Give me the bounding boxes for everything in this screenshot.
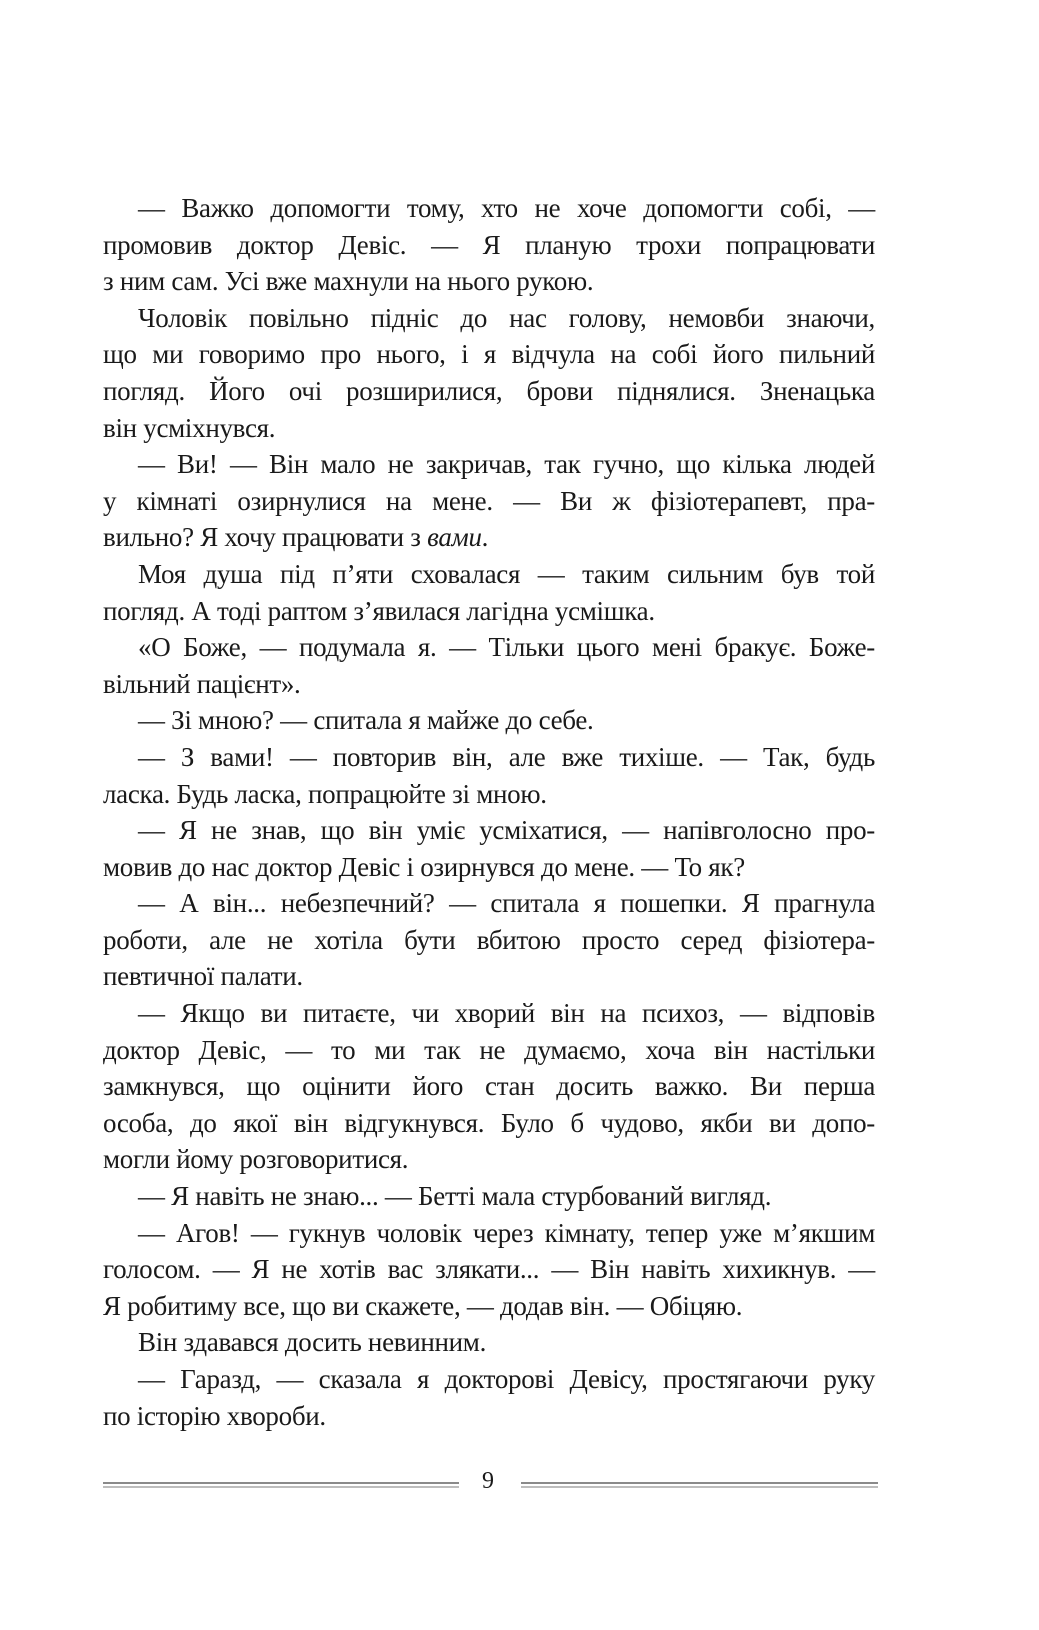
line-text: він усміхнувся.	[103, 412, 276, 443]
line-text: мовив до нас доктор Девіс і озирнувся до мене. — То як?	[103, 851, 745, 882]
page-footer	[103, 1468, 878, 1498]
text-line	[103, 410, 875, 447]
text-line	[103, 739, 875, 776]
text-line	[103, 1398, 875, 1435]
text-line	[103, 519, 875, 556]
text-line	[103, 1215, 875, 1252]
line-text: Чоловік повільно підніс до нас голову, немовби знаючи,	[138, 302, 875, 333]
line-text: — Гаразд, — сказала я докторові Девісу, простягаючи руку	[138, 1364, 875, 1394]
text-line	[103, 373, 875, 410]
text-line	[103, 629, 875, 666]
italic-emphasis: вами	[427, 522, 482, 553]
line-text: — Важко допомогти тому, хто не хоче допомогти собі, —	[138, 193, 875, 223]
text-line	[103, 922, 875, 959]
line-text: замкнувся, що оцінити його стан досить важко. Ви перша	[103, 1071, 875, 1102]
line-text: особа, до якої він відгукнувся. Було б чудово, якби ви допо-	[103, 1107, 875, 1138]
line-text: — Агов! — гукнув чоловік через кімнату, тепер уже м’якшим	[138, 1217, 875, 1248]
line-text: — А він... небезпечний? — спитала я пошепки. Я прагнула	[138, 888, 875, 919]
line-text: з ним сам. Усі вже махнули на нього рукою.	[103, 266, 594, 297]
line-text: ласка. Будь ласка, попрацюйте зі мною.	[103, 778, 547, 809]
line-text: «О Боже, — подумала я. — Тільки цього мені бракує. Боже-	[138, 632, 875, 663]
text-line	[103, 227, 875, 264]
text-line	[103, 1178, 875, 1215]
text-line	[103, 702, 875, 739]
text-line	[103, 885, 875, 922]
line-text: по історію хвороби.	[103, 1400, 326, 1431]
text-line	[103, 1105, 875, 1142]
line-text: погляд. А тоді раптом з’явилася лагідна усмішка.	[103, 595, 655, 626]
text-line	[103, 776, 875, 813]
line-text: промовив доктор Девіс. — Я планую трохи попрацювати	[103, 229, 875, 260]
text-line	[103, 1361, 875, 1398]
line-text: — Я навіть не знаю... — Бетті мала стурбований вигляд.	[138, 1181, 772, 1212]
line-text: у кімнаті озирнулися на мене. — Ви ж фізіотерапевт, пра-	[103, 485, 875, 516]
line-text: Він здавався досить невинним.	[138, 1327, 487, 1358]
text-line	[103, 1324, 875, 1361]
text-line	[103, 812, 875, 849]
text-line	[103, 1251, 875, 1288]
text-line	[103, 1288, 875, 1325]
line-text: Я робитиму все, що ви скажете, — додав він. — Обіцяю.	[103, 1290, 743, 1321]
line-text: роботи, але не хотіла бути вбитою просто серед фізіотера-	[103, 924, 875, 955]
text-line	[103, 593, 875, 630]
text-line	[103, 336, 875, 373]
line-text: певтичної палати.	[103, 961, 303, 992]
line-text: погляд. Його очі розширилися, брови піднялися. Зненацька	[103, 375, 875, 406]
line-text: Моя душа під п’яти сховалася — таким сильним був той	[138, 558, 875, 589]
line-text: вильно? Я хочу працювати з	[103, 522, 428, 553]
text-line	[103, 300, 875, 337]
text-line	[103, 1141, 875, 1178]
page-number: 9	[482, 1468, 494, 1494]
text-line	[103, 263, 875, 300]
line-text: голосом. — Я не хотів вас злякати... — Він навіть хихикнув. —	[103, 1254, 875, 1285]
line-text: — Ви! — Він мало не закричав, так гучно, що кілька людей	[138, 449, 875, 480]
text-line	[103, 190, 875, 227]
text-line	[103, 1032, 875, 1069]
line-text-tail: .	[481, 522, 489, 553]
footer-rule-left	[103, 1482, 459, 1488]
page-body-text	[103, 190, 875, 1434]
footer-rule-right	[521, 1482, 878, 1488]
line-text: вільний пацієнт».	[103, 668, 301, 699]
text-line	[103, 849, 875, 886]
text-line	[103, 556, 875, 593]
text-line	[103, 1068, 875, 1105]
text-line	[103, 446, 875, 483]
line-text: могли йому розговоритися.	[103, 1144, 409, 1175]
line-text: — Я не знав, що він уміє усміхатися, — напівголосно про-	[138, 815, 875, 846]
text-line	[103, 666, 875, 703]
text-line	[103, 958, 875, 995]
line-text: — Зі мною? — спитала я майже до себе.	[138, 705, 594, 736]
line-text: доктор Девіс, — то ми так не думаємо, хоча він настільки	[103, 1034, 875, 1065]
text-line	[103, 483, 875, 520]
line-text: — Якщо ви питаєте, чи хворий він на психоз, — відповів	[138, 998, 875, 1029]
line-text: — З вами! — повторив він, але вже тихіше. — Так, будь	[138, 741, 875, 772]
line-text: що ми говоримо про нього, і я відчула на собі його пильний	[103, 339, 875, 370]
text-line	[103, 995, 875, 1032]
